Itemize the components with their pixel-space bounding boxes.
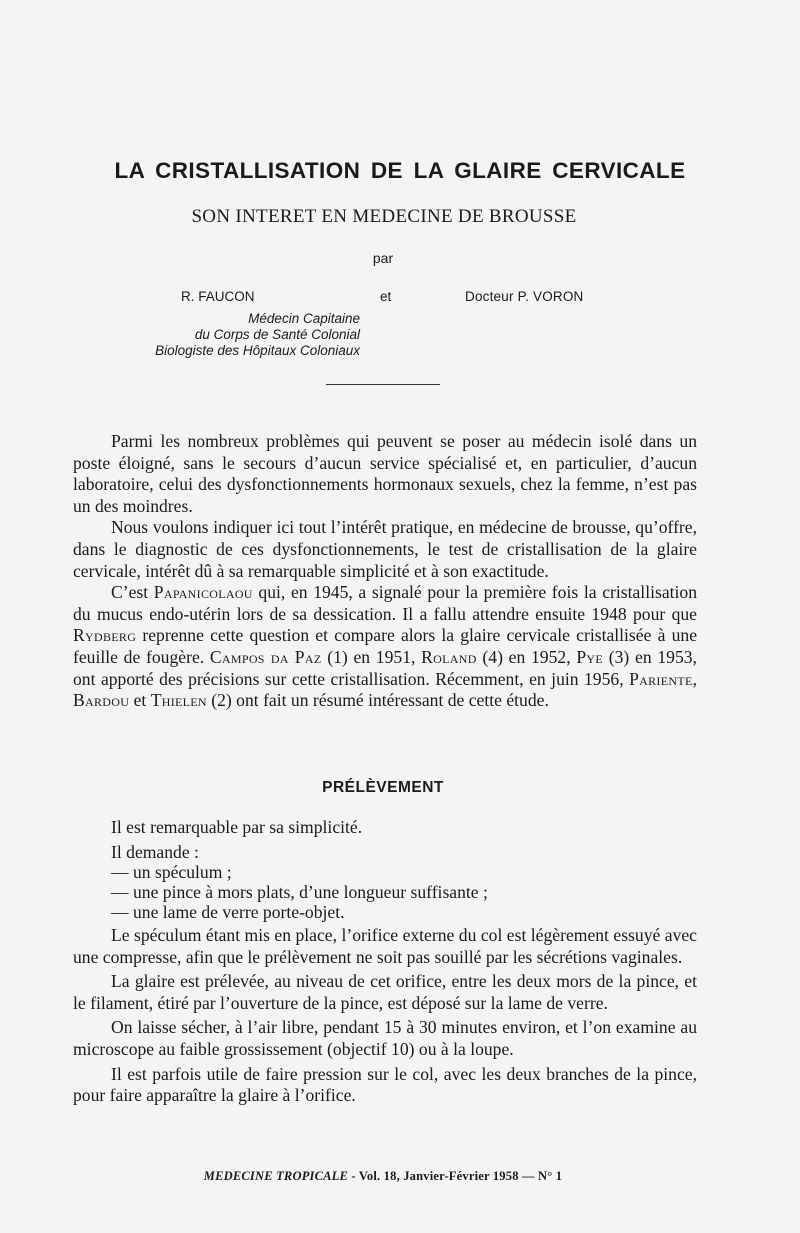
text-run: (3) en 1953, ont apporté des précisions sur cette cristallisation. Récemment, en juin 1956,	[73, 646, 697, 689]
author-name-pye: Pye	[576, 646, 604, 667]
affiliation-line-1: Médecin Capitaine	[248, 311, 360, 326]
prelevement-line-2: Il demande :	[111, 842, 199, 862]
by-label: par	[372, 250, 394, 266]
prelevement-paragraph-1: Le spéculum étant mis en place, l’orifice externe du col est légèrement essuyé avec une compresse, afin que le prélèvement ne soit pas souillé par les sécrétions vaginales.	[73, 925, 697, 967]
intro-section	[73, 431, 697, 712]
text-run: et	[129, 690, 151, 711]
affiliation-line-3: Biologiste des Hôpitaux Coloniaux	[155, 343, 360, 358]
separator-rule	[326, 384, 440, 385]
author-voron: Docteur P. VORON	[465, 289, 584, 304]
text-run: (2) ont fait un résumé intéressant de cette étude.	[206, 690, 549, 711]
text-run: (4) en 1952,	[476, 646, 577, 667]
section-heading-prelevement: PRÉLÈVEMENT	[322, 779, 444, 796]
author-name-bardou: Bardou	[73, 690, 130, 711]
author-name-roland: Roland	[421, 646, 477, 667]
list-item-pince: — une pince à mors plats, d’une longueur suffisante ;	[111, 882, 488, 902]
text-run: C’est	[111, 582, 154, 603]
intro-paragraph-3	[73, 582, 697, 712]
prelevement-body	[73, 925, 697, 1107]
text-run: ,	[692, 668, 697, 689]
author-faucon: R. FAUCON	[181, 289, 255, 304]
prelevement-paragraph-2: La glaire est prélevée, au niveau de cet orifice, entre les deux mors de la pince, et le filament, étiré par l’ouverture de la pince, est déposé sur la lame de verre.	[73, 971, 697, 1013]
article-title: LA CRISTALLISATION DE LA GLAIRE CERVICALE	[114, 158, 686, 183]
intro-paragraph-1: Parmi les nombreux problèmes qui peuvent se poser au médecin isolé dans un poste éloigné, sans le secours d’aucun service spécialisé et, en particulier, d’aucun laboratoire, celui des dysfonctionnements hormonaux sexuels, chez la femme, n’est pas un des moindres.	[73, 431, 697, 516]
author-name-campos-da-paz: Campos da Paz	[209, 646, 322, 667]
prelevement-paragraph-4: Il est parfois utile de faire pression sur le col, avec les deux branches de la pince, pour faire apparaître la glaire à l’orifice.	[73, 1063, 697, 1106]
footer-journal: MEDECINE TROPICALE	[203, 1169, 349, 1183]
article-subtitle: SON INTERET EN MEDECINE DE BROUSSE	[191, 206, 577, 227]
intro-paragraph-2: Nous voulons indiquer ici tout l’intérêt pratique, en médecine de brousse, qu’offre, dans le diagnostic de ces dysfonctionnements, le test de cristallisation de la glaire cervicale, intérêt dû à sa remarquable simplicité et à son exactitude.	[73, 517, 697, 581]
author-name-pariente: Pariente	[629, 668, 693, 689]
author-name-thielen: Thielen	[150, 690, 207, 711]
list-item-speculum: — un spéculum ;	[111, 862, 232, 882]
text-run: reprenne cette question et compare alors la glaire cervicale cristallisée à une feuille de fougère.	[73, 625, 697, 667]
affiliation-line-2: du Corps de Santé Colonial	[194, 327, 360, 342]
prelevement-line-1: Il est remarquable par sa simplicité.	[111, 817, 363, 837]
author-name-rydberg: Rydberg	[73, 625, 137, 646]
author-conjunction: et	[380, 289, 392, 304]
author-name-papanicolaou: Papanicolaou	[153, 582, 253, 603]
list-item-lame: — une lame de verre porte-objet.	[111, 902, 345, 922]
prelevement-paragraph-3: On laisse sécher, à l’air libre, pendant 15 à 30 minutes environ, et l’on examine au microscope au faible grossissement (objectif 10) ou à la loupe.	[73, 1017, 697, 1059]
text-run: (1) en 1951,	[321, 646, 422, 667]
text-run: qui, en 1945, a signalé pour la première fois la cristallisation du mucus endo-utérin lors de sa dessication. Il a fallu attendre ensuite 1948 pour que	[73, 582, 697, 624]
footer-issue: - Vol. 18, Janvier-Février 1958 — N° 1	[348, 1169, 563, 1183]
page-footer	[0, 1169, 766, 1184]
